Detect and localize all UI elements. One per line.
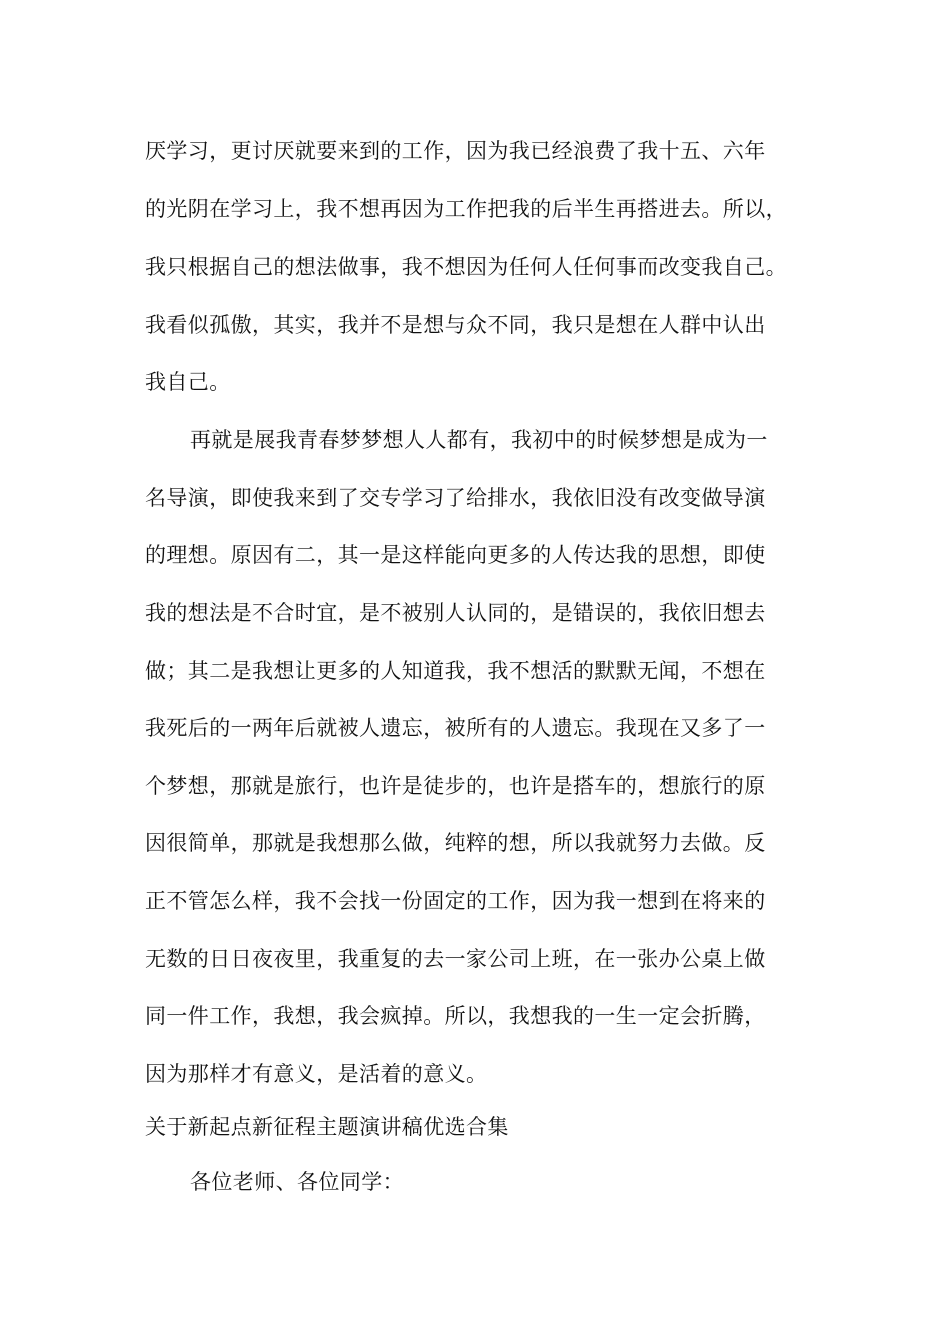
salutation: 各位老师、各位同学： [190,1170,404,1194]
paragraph-line: 正不管怎么样，我不会找一份固定的工作，因为我一想到在将来的 [145,889,766,913]
paragraph-line: 无数的日日夜夜里，我重复的去一家公司上班，在一张办公桌上做 [145,947,766,971]
paragraph-line: 名导演，即使我来到了交专学习了给排水，我依旧没有改变做导演 [145,486,766,510]
paragraph-line: 我只根据自己的想法做事，我不想因为任何人任何事而改变我自己。 [145,255,787,279]
paragraph-line: 我看似孤傲，其实，我并不是想与众不同，我只是想在人群中认出 [145,313,766,337]
paragraph-line: 我自己。 [145,370,231,394]
paragraph-line: 的光阴在学习上，我不想再因为工作把我的后半生再搭进去。所以， [145,197,787,221]
paragraph-line: 我的想法是不合时宜，是不被别人认同的，是错误的，我依旧想去 [145,601,766,625]
paragraph-line: 我死后的一两年后就被人遗忘，被所有的人遗忘。我现在又多了一 [145,716,766,740]
section-title: 关于新起点新征程主题演讲稿优选合集 [145,1115,509,1139]
paragraph-line: 的理想。原因有二，其一是这样能向更多的人传达我的思想，即使 [145,543,766,567]
paragraph-line: 因为那样才有意义，是活着的意义。 [145,1062,488,1086]
paragraph-line: 同一件工作，我想，我会疯掉。所以，我想我的一生一定会折腾， [145,1004,766,1028]
paragraph-line: 再就是展我青春梦梦想人人都有，我初中的时候梦想是成为一 [190,428,768,452]
paragraph-line: 厌学习，更讨厌就要来到的工作，因为我已经浪费了我十五、六年 [145,139,766,163]
paragraph-line: 做；其二是我想让更多的人知道我，我不想活的默默无闻，不想在 [145,659,766,683]
paragraph-line: 个梦想，那就是旅行，也许是徒步的，也许是搭车的，想旅行的原 [145,774,766,798]
paragraph-line: 因很简单，那就是我想那么做，纯粹的想，所以我就努力去做。反 [145,831,766,855]
